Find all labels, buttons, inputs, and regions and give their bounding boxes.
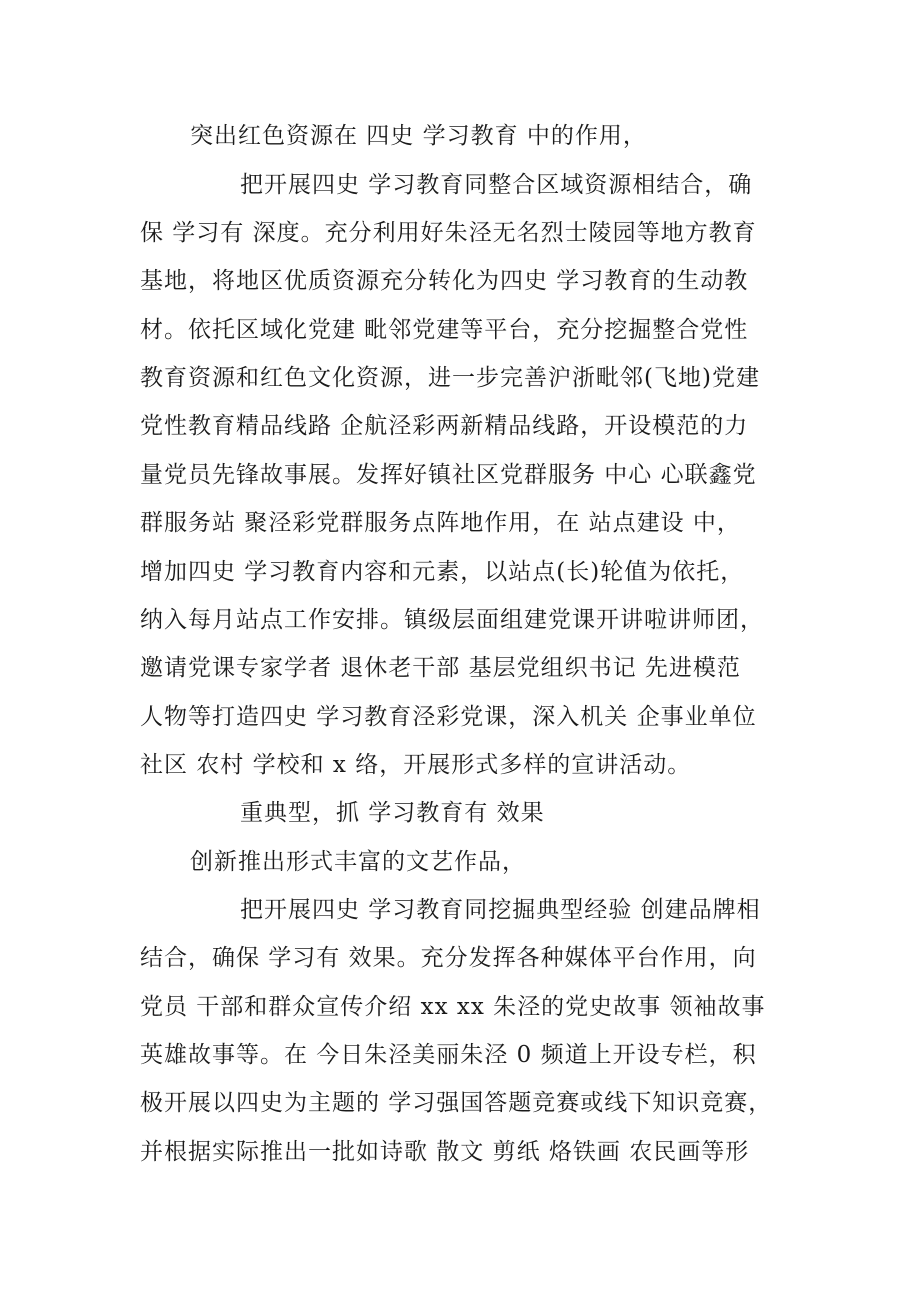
section-heading: 重典型，抓 学习教育有 效果 (240, 800, 545, 826)
text-line: 教育资源和红色文化资源，进一步完善沪浙毗邻(飞地)党建 (140, 365, 760, 391)
text-line: 保 学习有 深度。充分利用好朱泾无名烈士陵园等地方教育 (140, 220, 757, 246)
text-line: 并根据实际推出一批如诗歌 散文 剪纸 烙铁画 农民画等形 (140, 1139, 750, 1165)
text-line: 党性教育精品线路 企航泾彩两新精品线路，开设模范的力 (140, 413, 749, 439)
text-line: 量党员先锋故事展。发挥好镇社区党群服务 中心 心联鑫党 (140, 462, 757, 488)
text-line: 群服务站 聚泾彩党群服务点阵地作用，在 站点建设 中， (140, 510, 741, 536)
text-line: 结合，确保 学习有 效果。充分发挥各种媒体平台作用，向 (140, 945, 757, 971)
text-line: 党员 干部和群众宣传介绍 xx xx 朱泾的党史故事 领袖故事 (140, 994, 766, 1020)
text-line: 极开展以四史为主题的 学习强国答题竞赛或线下知识竞赛， (140, 1090, 773, 1116)
text-line: 纳入每月站点工作安排。镇级层面组建党课开讲啦讲师团， (140, 607, 764, 633)
text-line: 把开展四史 学习教育同挖掘典型经验 创建品牌相 (240, 897, 761, 923)
text-line: 社区 农村 学校和 x 络，开展形式多样的宣讲活动。 (140, 752, 692, 778)
text-line: 英雄故事等。在 今日朱泾美丽朱泾 0 频道上开设专栏，积 (140, 1042, 757, 1068)
text-line: 邀请党课专家学者 退休老干部 基层党组织书记 先进模范 (140, 655, 741, 681)
text-line: 人物等打造四史 学习教育泾彩党课，深入机关 企事业单位 (140, 704, 757, 730)
text-line: 突出红色资源在 四史 学习教育 中的作用， (190, 123, 647, 149)
text-line: 基地，将地区优质资源充分转化为四史 学习教育的生动教 (140, 268, 749, 294)
text-line: 把开展四史 学习教育同整合区域资源相结合，确 (240, 172, 753, 198)
text-line: 创新推出形式丰富的文艺作品， (190, 849, 526, 875)
text-line: 材。依托区域化党建 毗邻党建等平台，充分挖掘整合党性 (140, 317, 749, 343)
text-line: 增加四史 学习教育内容和元素，以站点(长)轮值为依托， (140, 559, 745, 585)
